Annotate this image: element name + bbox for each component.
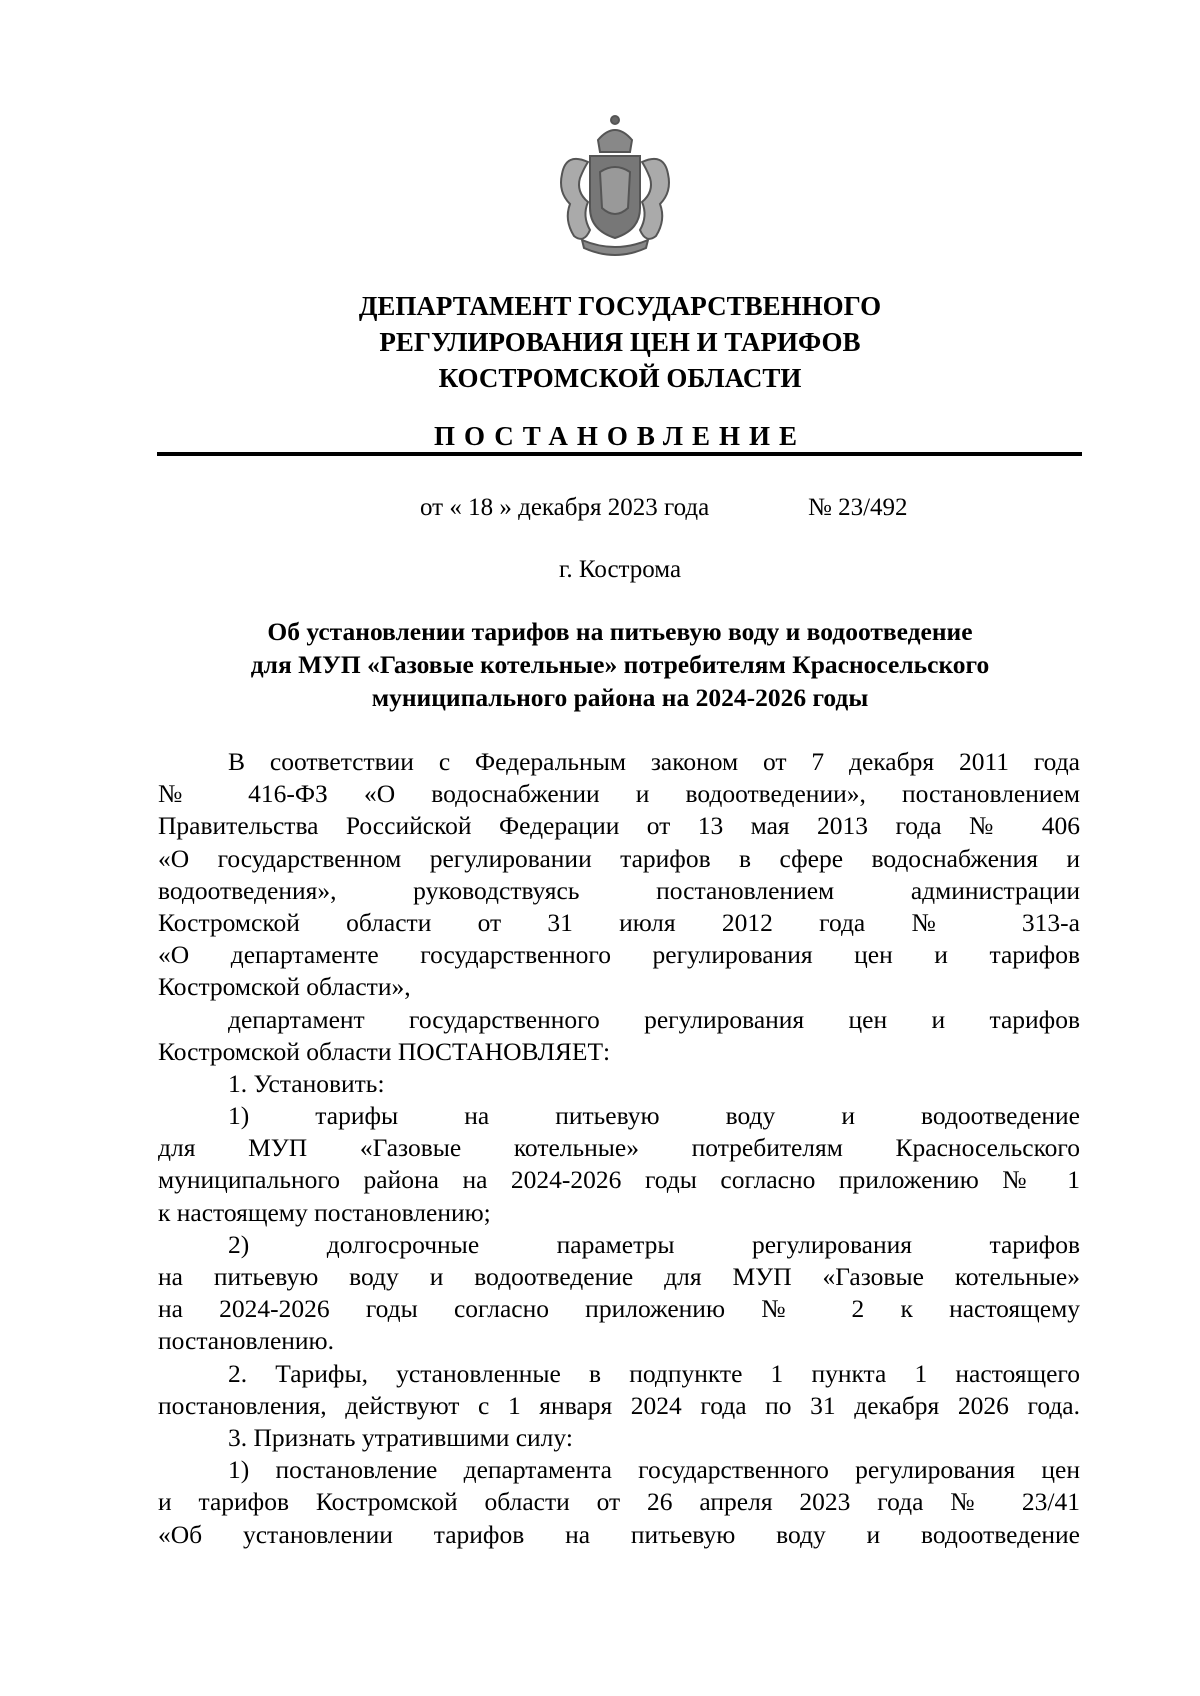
subject-line: для МУП «Газовые котельные» потребителям Красносельского <box>250 650 990 679</box>
body-line: постановлению. <box>158 1326 334 1356</box>
body-line: Правительства Российской Федерации от 13 мая 2013 года № 406 <box>158 811 1080 841</box>
document-date: от « 18 » декабря 2023 года <box>420 494 710 521</box>
document-type-heading: ПОСТАНОВЛЕНИЕ <box>433 421 807 451</box>
body-line: водоотведения», руководствуясь постановлением администрации <box>158 875 1080 905</box>
body-line: В соответствии с Федеральным законом от 7 декабря 2011 года <box>228 747 1080 776</box>
body-line: к настоящему постановлению; <box>158 1197 491 1227</box>
header-divider <box>157 452 1082 456</box>
body-line: Костромской области ПОСТАНОВЛЯЕТ: <box>158 1036 611 1066</box>
department-line: КОСТРОМСКОЙ ОБЛАСТИ <box>438 363 802 393</box>
body-line: для МУП «Газовые котельные» потребителям Красносельского <box>158 1133 1080 1163</box>
body-line: и тарифов Костромской области от 26 апреля 2023 года № 23/41 <box>158 1487 1080 1517</box>
department-line: ДЕПАРТАМЕНТ ГОСУДАРСТВЕННОГО <box>358 291 882 321</box>
department-line: РЕГУЛИРОВАНИЯ ЦЕН И ТАРИФОВ <box>379 327 861 357</box>
body-line: 2. Тарифы, установленные в подпункте 1 пункта 1 настоящего <box>228 1358 1080 1388</box>
body-line: № 416-ФЗ «О водоснабжении и водоотведении», постановлением <box>158 779 1080 809</box>
body-line: 1. Установить: <box>228 1068 385 1098</box>
document-body <box>158 746 1080 1551</box>
body-line: «О государственном регулировании тарифов в сфере водоснабжения и <box>158 843 1080 873</box>
document-city: г. Кострома <box>558 556 682 583</box>
subject-line: Об установлении тарифов на питьевую воду и водоотведение <box>267 617 973 646</box>
body-line: на питьевую воду и водоотведение для МУП «Газовые котельные» <box>158 1262 1080 1291</box>
body-line: на 2024-2026 годы согласно приложению № 2 к настоящему <box>158 1294 1080 1324</box>
body-line: Костромской области», <box>158 972 411 1002</box>
body-line: департамент государственного регулирования цен и тарифов <box>228 1004 1080 1034</box>
coat-of-arms-icon <box>540 112 690 262</box>
body-line: Костромской области от 31 июля 2012 года № 313-а <box>158 907 1080 937</box>
body-line: 1) постановление департамента государственного регулирования цен <box>228 1455 1080 1485</box>
body-line: 3. Признать утратившими силу: <box>228 1422 573 1452</box>
body-line: муниципального района на 2024-2026 годы согласно приложению № 1 <box>158 1165 1080 1195</box>
body-line: 1) тарифы на питьевую воду и водоотведение <box>228 1101 1080 1131</box>
body-line: постановления, действуют с 1 января 2024 года по 31 декабря 2026 года. <box>158 1390 1080 1420</box>
body-line: 2) долгосрочные параметры регулирования тарифов <box>228 1229 1080 1259</box>
department-title <box>160 288 1080 396</box>
document-number: № 23/492 <box>808 494 908 521</box>
body-line: «О департаменте государственного регулирования цен и тарифов <box>158 940 1080 970</box>
body-line: «Об установлении тарифов на питьевую воду и водоотведение <box>158 1519 1080 1549</box>
subject-line: муниципального района на 2024-2026 годы <box>371 683 869 712</box>
document-subject <box>160 615 1080 714</box>
